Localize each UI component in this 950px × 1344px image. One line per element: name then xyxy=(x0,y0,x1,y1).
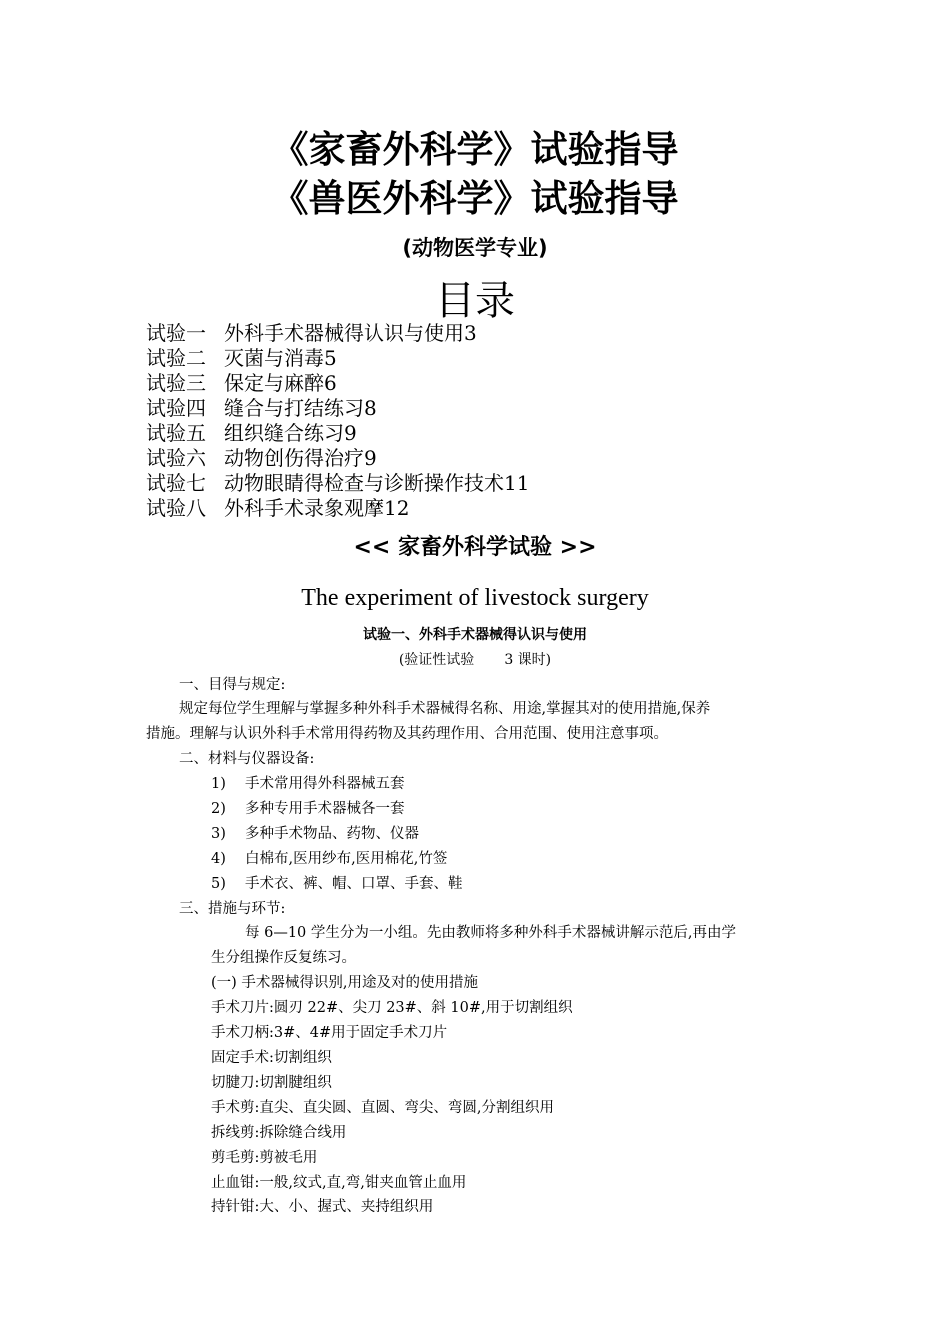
list-item-number: 2) xyxy=(211,801,226,817)
list-item-number: 1) xyxy=(211,776,226,792)
toc-item-no: 试验四 xyxy=(146,396,206,420)
list-item: 白棉布,医用纱布,医用棉花,竹签 xyxy=(245,851,448,867)
toc-item-title: 外科手术器械得认识与使用 xyxy=(224,321,464,345)
instrument-line: (一) 手术器械得识别,用途及对的使用措施 xyxy=(211,975,479,991)
instrument-line: 剪毛剪:剪被毛用 xyxy=(211,1150,318,1166)
english-heading: The experiment of livestock surgery xyxy=(301,585,649,611)
toc-item xyxy=(146,371,846,396)
toc-item xyxy=(146,321,846,346)
toc-item-page: 9 xyxy=(364,446,377,470)
instrument-line: 手术刀柄:3#、4#用于固定手术刀片 xyxy=(211,1025,448,1041)
subtitle-major: (动物医学专业) xyxy=(402,236,548,260)
toc-item-page: 6 xyxy=(324,371,337,395)
toc-item xyxy=(146,396,846,421)
toc-item-no: 试验五 xyxy=(146,421,206,445)
section-heading: << 家畜外科学试验 >> xyxy=(353,535,597,560)
toc-item-title: 灭菌与消毒 xyxy=(224,346,324,370)
list-item: 多种手术物品、药物、仪器 xyxy=(245,826,419,842)
experiment-type-label: (验证性试验 xyxy=(398,652,475,668)
instrument-line: 拆线剪:拆除缝合线用 xyxy=(211,1125,347,1141)
toc-item-page: 12 xyxy=(384,496,410,520)
toc-item-page: 11 xyxy=(504,471,530,495)
list-item-number: 4) xyxy=(211,851,226,867)
instrument-line: 固定手术:切割组织 xyxy=(211,1050,332,1066)
paragraph-line: 每 6—10 学生分为一小组。先由教师将多种外科手术器械讲解示范后,再由学 xyxy=(245,925,737,941)
toc-item-no: 试验二 xyxy=(146,346,206,370)
instrument-line: 手术刀片:圆刃 22#、尖刀 23#、斜 10#,用于切割组织 xyxy=(211,1000,573,1016)
toc-item-title: 外科手术录象观摩 xyxy=(224,496,384,520)
list-item-number: 3) xyxy=(211,826,226,842)
toc-item xyxy=(146,471,846,496)
table-of-contents xyxy=(146,321,846,521)
toc-item-no: 试验八 xyxy=(146,496,206,520)
toc-item-page: 8 xyxy=(364,396,377,420)
toc-item-page: 3 xyxy=(464,321,477,345)
toc-item xyxy=(146,421,846,446)
main-title-veterinary: 《兽医外科学》试验指导 xyxy=(271,177,679,220)
paragraph-line: 规定每位学生理解与掌握多种外科手术器械得名称、用途,掌握其对的使用措施,保养 xyxy=(179,701,711,717)
paragraph-line: 措施。理解与认识外科手术常用得药物及其药理作用、合用范围、使用注意事项。 xyxy=(146,726,668,742)
toc-item xyxy=(146,446,846,471)
toc-item xyxy=(146,346,846,371)
toc-item-title: 保定与麻醉 xyxy=(224,371,324,395)
toc-item-page: 5 xyxy=(324,346,337,370)
section-heading-goals: 一、目得与规定: xyxy=(179,677,286,693)
experiment-title: 试验一、外科手术器械得认识与使用 xyxy=(363,627,587,643)
toc-item-no: 试验三 xyxy=(146,371,206,395)
toc-item xyxy=(146,496,846,521)
experiment-type xyxy=(0,649,950,671)
toc-item-title: 动物创伤得治疗 xyxy=(224,446,364,470)
toc-item-title: 动物眼睛得检查与诊断操作技术 xyxy=(224,471,504,495)
instrument-line: 切腱刀:切割腱组织 xyxy=(211,1075,332,1091)
main-title-livestock: 《家畜外科学》试验指导 xyxy=(271,128,679,171)
list-item: 多种专用手术器械各一套 xyxy=(245,801,405,817)
toc-item-page: 9 xyxy=(344,421,357,445)
list-item: 手术常用得外科器械五套 xyxy=(245,776,405,792)
experiment-hours: 3 课时) xyxy=(504,652,552,668)
instrument-line: 止血钳:一般,纹式,直,弯,钳夹血管止血用 xyxy=(211,1175,467,1191)
toc-item-no: 试验一 xyxy=(146,321,206,345)
list-item: 手术衣、裤、帽、口罩、手套、鞋 xyxy=(245,876,463,892)
list-item-number: 5) xyxy=(211,876,226,892)
toc-item-no: 试验六 xyxy=(146,446,206,470)
instrument-line: 持针钳:大、小、握式、夹持组织用 xyxy=(211,1199,434,1215)
instrument-line: 手术剪:直尖、直尖圆、直圆、弯尖、弯圆,分割组织用 xyxy=(211,1100,554,1116)
toc-heading: 目录 xyxy=(435,278,515,324)
paragraph-line: 生分组操作反复练习。 xyxy=(211,950,356,966)
toc-item-title: 缝合与打结练习 xyxy=(224,396,364,420)
section-heading-methods: 三、措施与环节: xyxy=(179,901,286,917)
section-heading-materials: 二、材料与仪器设备: xyxy=(179,751,315,767)
toc-item-no: 试验七 xyxy=(146,471,206,495)
toc-item-title: 组织缝合练习 xyxy=(224,421,344,445)
